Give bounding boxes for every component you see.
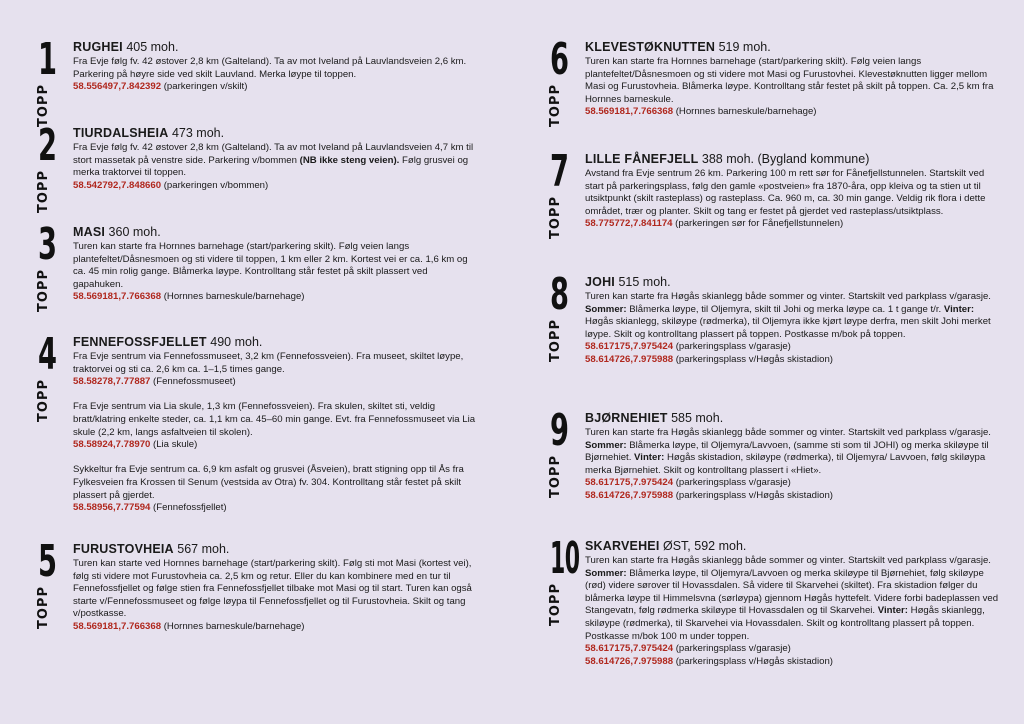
topp-badge (548, 34, 578, 127)
gps-line (73, 621, 478, 634)
peak-title (73, 335, 478, 350)
topp-badge (36, 120, 66, 213)
gps-note: (Fennefossmuseet) (150, 376, 236, 388)
topp-label: TOPP (36, 84, 51, 127)
route-description (73, 351, 478, 376)
route-text: Fra Evje sentrum via Lia skule, 1,3 km (Fennefossveien). Fra skulen, skiltet sti, veldig bratt/klatring enkelte steder, ca. 1,1 km ca. 45–60 min gange. Evt. fra Fennefossmuseet via Lia skule (2,2 km, langs asfaltveien til skolen). (73, 401, 476, 438)
topp-number: 6 (550, 34, 569, 85)
route-bold: Vinter: (875, 605, 908, 617)
paragraph-gap (73, 389, 478, 402)
gps-coordinate: 58.614726,7.975988 (585, 353, 674, 365)
gps-line (585, 477, 1000, 490)
topp-number: 9 (550, 405, 569, 456)
topp-number: 2 (38, 120, 57, 171)
peak-name: FENNEFOSSFJELLET (73, 335, 207, 349)
route-description (73, 401, 478, 439)
topp-number: 4 (38, 329, 57, 380)
route-description (73, 464, 478, 502)
topp-body (585, 275, 1000, 367)
route-description (73, 56, 478, 81)
gps-line (585, 490, 1000, 503)
gps-coordinate: 58.58956,7.77594 (73, 502, 151, 514)
topp-label: TOPP (36, 269, 51, 312)
peak-title (585, 411, 1000, 426)
route-description (585, 291, 1000, 341)
route-bold: Vinter: (631, 452, 665, 464)
topp-body (585, 411, 1000, 503)
route-bold: Vinter: (941, 303, 975, 315)
route-text: Turen kan starte fra Høgås skianlegg både sommer og vinter. Startskilt ved parkplass v/garasje. (585, 555, 991, 566)
peak-height: ØST, 592 moh. (663, 539, 747, 553)
peak-title (73, 126, 478, 141)
topp-number: 10 (550, 533, 580, 584)
route-text: Turen kan starte fra Høgås skianlegg både sommer og vinter. Startskilt ved parkplass v/garasje. (585, 291, 991, 302)
route-text: Turen kan starte fra Hornnes barnehage (start/parkering skilt). Følg veien langs plantefeltet/Dåsnesmoen og sti videre til toppen, 1 km eller 2 km. Kortest vei er ca. 1,6 km og ca. 45 min rolig gange. Blåmerka løype. Kontrolltang står festet på skilt plassert ved gapahuken. (73, 241, 468, 290)
route-description (585, 168, 1000, 218)
topp-body (585, 40, 1000, 119)
topp-label: TOPP (548, 319, 563, 362)
gps-line (73, 439, 478, 452)
gps-line (73, 502, 478, 515)
topp-label: TOPP (548, 84, 563, 127)
route-bold: (NB ikke steng veien). (296, 154, 400, 166)
peak-name: SKARVEHEI (585, 539, 660, 553)
route-description (73, 142, 478, 180)
peak-name: TIURDALSHEIA (73, 126, 169, 140)
topp-badge (548, 146, 578, 239)
gps-coordinate: 58.569181,7.766368 (73, 620, 162, 632)
topp-label: TOPP (36, 170, 51, 213)
route-bold: Sommer: (585, 303, 627, 315)
peak-name: MASI (73, 225, 106, 239)
peak-title (585, 152, 1000, 167)
route-description (585, 427, 1000, 477)
gps-coordinate: 58.542792,7.848660 (73, 179, 162, 191)
peak-title (585, 539, 1000, 554)
route-text: Blåmerka løype, til Oljemyra/Lavvoen og merka skiløype til Bjørnehiet, følg skiløype (rød) videre sørover til Hovassdalen. Så videre til Skarvehei (skiltet). Fra skistadion følger du blåmerka løype til Himmelsvna (sørløypa) gjennom Høgås hyttefelt. Videre forbi badeplassen ved Stangevatn, følg rødmerka skiløype til Hovassdalen og til Skarvehei. (585, 567, 999, 617)
gps-coordinate: 58.58924,7.78970 (73, 439, 151, 451)
topp-body (585, 152, 1000, 231)
route-text: Blåmerka løype, til Oljemyra, skilt til Johi og merka løype ca. 1 t gange t/r. (626, 303, 942, 315)
gps-note: (parkeringsplass v/garasje) (673, 477, 791, 489)
gps-line (585, 341, 1000, 354)
gps-line (585, 656, 1000, 669)
gps-line (585, 106, 1000, 119)
peak-name: JOHI (585, 275, 615, 289)
peak-height: 388 moh. (Bygland kommune) (701, 152, 870, 166)
gps-line (585, 643, 1000, 656)
topp-body (73, 40, 478, 94)
topp-number: 1 (38, 34, 57, 85)
gps-note: (Hornnes barneskule/barnehage) (161, 620, 305, 632)
gps-note: (parkeringen v/skilt) (161, 81, 248, 93)
topp-label: TOPP (36, 586, 51, 629)
topp-body (585, 539, 1000, 668)
gps-note: (parkeringsplass v/Høgås skistadion) (673, 655, 833, 667)
gps-coordinate: 58.617175,7.975424 (585, 643, 674, 655)
route-text: Turen kan starte fra Høgås skianlegg både sommer og vinter. Startskilt ved parkplass v/garasje. (585, 427, 991, 438)
route-description (73, 558, 478, 621)
peak-title (585, 275, 1000, 290)
gps-line (73, 180, 478, 193)
gps-coordinate: 58.556497,7.842392 (73, 81, 162, 93)
route-text: Høgås skianlegg, skiløype (rødmerka), til Skarvehei via Hovassdalen. Skilt og kontrolltang plassert på toppen. Postkasse m/bok 100 m under toppen. (585, 605, 985, 642)
topp-badge (36, 536, 66, 629)
peak-height: 405 moh. (126, 40, 179, 54)
route-text: Avstand fra Evje sentrum 26 km. Parkering 100 m rett sør for Fånefjellstunnelen. Startskilt ved start på parkeringsplass, følg den gamle «postveien» fra 1870-åra, opp kleiva og ta stien ut til utsiktpunkt (skilt rasteplass) og rasteplass. Ca. 960 m, ca. 30 min gange. Veldig rik flora i dette området, trær og planter. Skilt og tang er festet på gjerdet ved rasteplass/utsiktplass. (585, 168, 986, 217)
topp-number: 8 (550, 269, 569, 320)
topp-body (73, 542, 478, 634)
peak-height: 585 moh. (671, 411, 724, 425)
route-description (585, 555, 1000, 643)
route-text: Turen kan starte ved Hornnes barnehage (start/parkering skilt). Følg sti mot Masi (kortest vei), følg sti videre mot Furustovheia ca. 2,5 km og retur. Eller du kan kombinere med en tur til Fennefossfjellet og følge stien fra Fennefossfjellet tilbake mot Masi og til start. Turen kan også starte v/Fennefossmuseet og følge løypa til Fennefossfjellet og til Furustovheia. Skilt og tang v/postkasse. (73, 558, 472, 620)
route-text: Høgås skianlegg, skiløype (rødmerka), til Oljemyra ikke kjørt løype derfra, men skilt Johi merket løype. Skilt og kontrolltang plassert på toppen. Postkasse m/bok på toppen. (585, 316, 991, 340)
topp-badge (36, 329, 66, 422)
gps-line (73, 376, 478, 389)
peak-title (73, 40, 478, 55)
gps-note: (parkeringen v/bommen) (161, 179, 269, 191)
gps-note: (Lia skule) (150, 439, 198, 451)
gps-note: (Hornnes barneskule/barnehage) (161, 291, 305, 303)
topp-badge (548, 269, 578, 362)
gps-coordinate: 58.569181,7.766368 (585, 106, 674, 118)
gps-line (585, 218, 1000, 231)
topp-badge (36, 34, 66, 127)
peak-title (73, 225, 478, 240)
gps-coordinate: 58.569181,7.766368 (73, 291, 162, 303)
topp-number: 5 (38, 536, 57, 587)
gps-note: (parkeringsplass v/garasje) (673, 643, 791, 655)
gps-coordinate: 58.614726,7.975988 (585, 655, 674, 667)
topp-label: TOPP (548, 455, 563, 498)
gps-note: (Fennefossfjellet) (150, 502, 227, 514)
route-text: Sykkeltur fra Evje sentrum ca. 6,9 km asfalt og grusvei (Åsveien), bratt stigning opp til Ås fra Fylkesveien fra Krossen til Senum (vestsida av Otra) fv. 304. Kontrolltang står festet på skilt plassert på gjerdet. (73, 464, 464, 501)
gps-coordinate: 58.775772,7.841174 (585, 218, 673, 230)
peak-height: 567 moh. (177, 542, 230, 556)
route-text: Fra Evje følg fv. 42 østover 2,8 km (Galteland). Ta av mot Iveland på Lauvlandsveien 2,6 km. Parkering på høyre side ved skilt Lauvland. Merka løype til toppen. (73, 56, 467, 80)
route-text: Følg grusvei og merka traktorvei til toppen. (73, 154, 469, 179)
gps-line (73, 291, 478, 304)
gps-note: (Hornnes barneskule/barnehage) (673, 106, 817, 118)
route-text: Blåmerka løype, til Oljemyra/Lavvoen, (samme sti som til JOHI) og merka skiløype til Bjørnehiet. (585, 439, 989, 464)
route-text: Turen kan starte fra Hornnes barnehage (start/parkering skilt). Følg veien langs plantefeltet/Dåsnesmoen og sti videre mot Masi og Furustovhei. Klevestøknutten ligger mellom Masi og Furustovheia. Blåmerka løype. Kontrolltang står festet på skilt på toppen. Ca. 2,5 km fra Hornnes barneskule. (585, 56, 994, 105)
topp-badge (36, 219, 66, 312)
gps-note: (parkeringsplass v/Høgås skistadion) (673, 353, 833, 365)
topp-label: TOPP (36, 379, 51, 422)
peak-name: KLEVESTØKNUTTEN (585, 40, 716, 54)
peak-height: 515 moh. (618, 275, 671, 289)
peak-height: 473 moh. (171, 126, 225, 140)
peak-name: RUGHEI (73, 40, 123, 54)
peak-name: FURUSTOVHEIA (73, 542, 174, 556)
topp-number: 3 (38, 219, 57, 270)
gps-line (585, 354, 1000, 367)
route-bold: Sommer: (585, 439, 627, 451)
topp-badge (548, 533, 580, 626)
route-text: Høgås skistadion, skiløype (rødmerka), til Oljemyra/ Lavvoen, følg skiløypa merka Bjørnehiet. Skilt og kontrolltang plassert i «Hiet». (585, 452, 986, 476)
topp-body (73, 335, 478, 515)
route-text: Fra Evje sentrum via Fennefossmuseet, 3,2 km (Fennefossveien). Fra museet, skiltet løype, traktorvei og sti ca. 2,6 km ca. 1–1,5 times gange. (73, 351, 464, 375)
peak-title (585, 40, 1000, 55)
peak-name: BJØRNEHIET (585, 411, 668, 425)
topp-label: TOPP (548, 196, 563, 239)
peak-name: LILLE FÅNEFJELL (585, 152, 699, 166)
gps-note: (parkeringen sør for Fånefjellstunnelen) (672, 218, 844, 230)
topp-body (73, 225, 478, 304)
route-text: Fra Evje følg fv. 42 østover 2,8 km (Galteland). Ta av mot Iveland på Lauvlandsveien 4,7 km til stort massetak på venstre side. Parkering v/bommen (73, 142, 474, 166)
topp-badge (548, 405, 578, 498)
gps-line (73, 81, 478, 94)
route-bold: Sommer: (585, 567, 627, 579)
topp-label: TOPP (548, 583, 563, 626)
peak-height: 519 moh. (718, 40, 771, 54)
gps-coordinate: 58.614726,7.975988 (585, 489, 674, 501)
gps-coordinate: 58.617175,7.975424 (585, 341, 674, 353)
paragraph-gap (73, 452, 478, 465)
gps-note: (parkeringsplass v/Høgås skistadion) (673, 489, 833, 501)
topp-body (73, 126, 478, 192)
peak-height: 360 moh. (108, 225, 161, 239)
gps-coordinate: 58.58278,7.77887 (73, 376, 151, 388)
topp-number: 7 (550, 146, 569, 197)
route-description (585, 56, 1000, 106)
gps-note: (parkeringsplass v/garasje) (673, 341, 791, 353)
peak-height: 490 moh. (210, 335, 263, 349)
route-description (73, 241, 478, 291)
gps-coordinate: 58.617175,7.975424 (585, 477, 674, 489)
peak-title (73, 542, 478, 557)
